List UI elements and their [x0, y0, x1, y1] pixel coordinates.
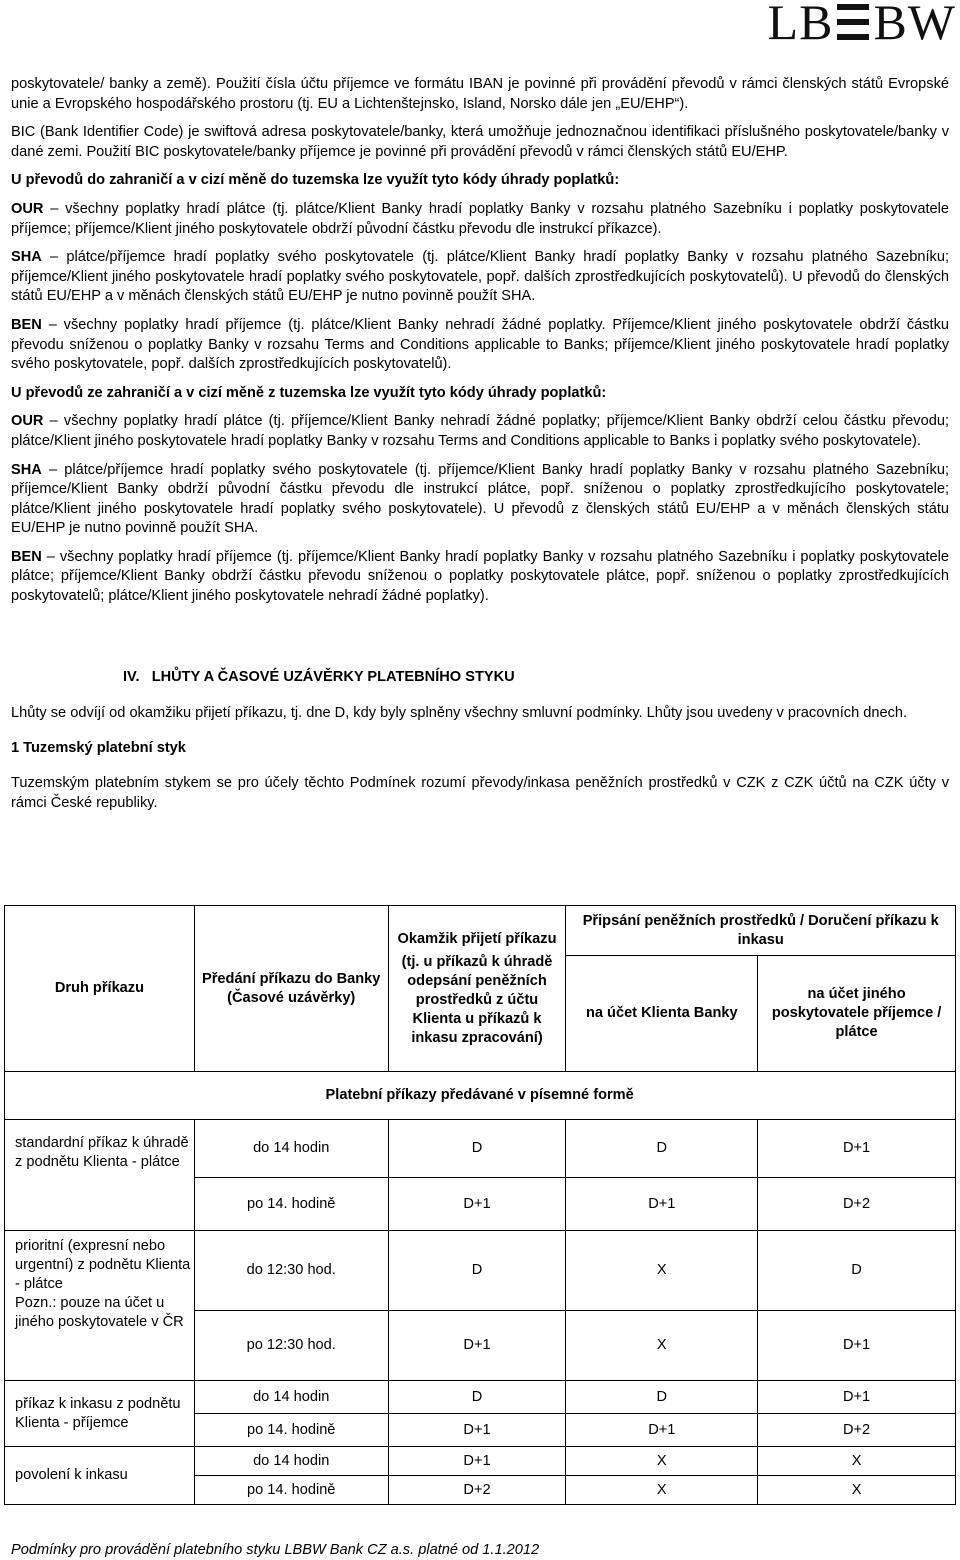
table-row: po 12:30 hod. D+1 X D+1	[5, 1311, 956, 1381]
order-standard: standardní příkaz k úhradě z podnětu Klienta - plátce	[5, 1120, 195, 1231]
fees-out-heading: U převodů ze zahraničí a v cizí měně z tuzemska lze využít tyto kódy úhrady poplatků:	[11, 384, 607, 401]
document-body	[11, 75, 949, 814]
header-acceptance: Okamžik přijetí příkazu (tj. u příkazů k úhradě odepsání peněžních prostředků z účtu Klienta u příkazů k inkasu zpracování)	[388, 906, 566, 1072]
bic-paragraph: BIC (Bank Identifier Code) je swiftová adresa poskytovatele/banky, která umožňuje jednoznačnou identifikaci příslušného poskytovatele/banky v dané zemi. Použití BIC poskytovatele/banky příjemce je povinné při provádění převodů v rámci členských států EU/EHP.	[11, 124, 949, 160]
table-row: standardní příkaz k úhradě z podnětu Klienta - plátce do 14 hodin D D D+1	[5, 1120, 956, 1178]
iban-paragraph: poskytovatele/ banky a země). Použití čísla účtu příjemce ve formátu IBAN je povinné při provádění převodů v rámci členských států Evropské unie a Evropského hospodářského prostoru (tj. EU a Lichtenštejnsko, Island, Norsko dále jen „EU/EHP“).	[11, 76, 949, 112]
sha-out-paragraph: SHA – plátce/příjemce hradí poplatky svého poskytovatele (tj. příjemce/Klient Banky hradí poplatky Banky v rozsahu platného Sazebníku; příjemce/Klient Banky obdrží původní částku převodu dle instrukcí plátce, popř. sníženou o poplatky zprostředkujícího poskytovatele; plátce/Klient jiného poskytovatele hradí poplatky svého poskytovatele). U převodů z členských států EU/EHP a v měnách členských státu EU/EHP je nutno povinně použít SHA.	[11, 461, 949, 537]
our-out-paragraph: OUR – všechny poplatky hradí plátce (tj. příjemce/Klient Banky nehradí žádné poplatky; příjemce/Klient Banky obdrží celou částku převodu; plátce/Klient jiného poskytovatele hradí poplatky Banky v rozsahu Terms and Conditions applicable to Banks i poplatky svého poskytovatele).	[11, 413, 949, 449]
deadlines-table	[4, 905, 956, 1505]
band-written-orders: Platební příkazy předávané v písemné formě	[194, 1072, 955, 1120]
order-collection-permit: povolení k inkasu	[5, 1447, 195, 1505]
header-credit: Připsání peněžních prostředků / Doručení příkazu k inkasu	[566, 906, 956, 956]
logo-bars	[837, 4, 869, 40]
lbbw-logo: LB BW	[767, 0, 956, 50]
subsection-title: 1 Tuzemský platební styk	[11, 739, 186, 756]
sha-in-paragraph: SHA – plátce/příjemce hradí poplatky svého poskytovatele (tj. plátce/Klient Banky hradí poplatky Banky v rozsahu platného Sazebníku; příjemce/Klient jiného poskytovatele hradí poplatky svého poskytovatele, popř. dalších zprostředkujících poskytovatelů). U převodů do členských států EU/EHP a v měnách členských států EU/EHP je nutno povinně použít SHA.	[11, 249, 949, 305]
header-order-type: Druh příkazu	[5, 906, 195, 1072]
table-row: prioritní (expresní nebo urgentní) z podnětu Klienta - plátce Pozn.: pouze na účet u jiného poskytovatele v ČR do 12:30 hod. D X D	[5, 1231, 956, 1311]
fees-in-heading: U převodů do zahraničí a v cizí měně do tuzemska lze využít tyto kódy úhrady poplatků:	[11, 172, 620, 189]
header-handover: Předání příkazu do Banky (Časové uzávěrky)	[194, 906, 388, 1072]
subsection-text: Tuzemským platebním stykem se pro účely těchto Podmínek rozumí převody/inkasa peněžních prostředků v CZK z CZK účtů na CZK účty v rámci České republiky.	[11, 775, 949, 812]
header-other-account: na účet jiného poskytovatele příjemce / plátce	[758, 956, 956, 1072]
our-in-paragraph: OUR – všechny poplatky hradí plátce (tj. plátce/Klient Banky hradí poplatky Banky v rozsahu platného Sazebníku i poplatky poskytovatele příjemce; příjemce/Klient jiného poskytovatele obdrží původní částku převodu dle instrukcí příkazce).	[11, 200, 949, 237]
ben-out-paragraph: BEN – všechny poplatky hradí příjemce (tj. příjemce/Klient Banky hradí poplatky Banky v rozsahu platného Sazebníku i poplatky poskytovatele plátce; příjemce/Klient Banky obdrží částku převodu sníženou o poplatky poskytovatele plátce, popř. sníženou o poplatky zprostředkujících poskytovatelů; plátce/Klient jiného poskytovatele nehradí žádné poplatky).	[11, 548, 949, 605]
table-row: příkaz k inkasu z podnětu Klienta - příjemce do 14 hodin D D D+1	[5, 1381, 956, 1414]
section-intro: Lhůty se odvíjí od okamžiku přijetí příkazu, tj. dne D, kdy byly splněny všechny smluvní podmínky. Lhůty jsou uvedeny v pracovních dnech.	[11, 705, 908, 722]
table-row: po 14. hodině D+1 D+1 D+2	[5, 1178, 956, 1231]
order-collection: příkaz k inkasu z podnětu Klienta - příjemce	[5, 1381, 195, 1447]
header-client-account: na účet Klienta Banky	[566, 956, 758, 1072]
table-row: po 14. hodině D+1 D+1 D+2	[5, 1414, 956, 1447]
page-footer: Podmínky pro provádění platebního styku LBBW Bank CZ a.s. platné od 1.1.2012	[11, 1542, 540, 1558]
table-row: povolení k inkasu do 14 hodin D+1 X X	[5, 1447, 956, 1476]
ben-in-paragraph: BEN – všechny poplatky hradí příjemce (tj. plátce/Klient Banky nehradí žádné poplatky. Příjemce/Klient jiného poskytovatele obdrží částku převodu sníženou o poplatky Banky v rozsahu Terms and Conditions applicable to Banks; příjemce/Klient jiného poskytovatele hradí poplatky svého poskytovatele, popř. dalších zprostředkujících poskytovatelů).	[11, 316, 949, 373]
table-row: po 14. hodině D+2 X X	[5, 1476, 956, 1505]
order-priority: prioritní (expresní nebo urgentní) z podnětu Klienta - plátce Pozn.: pouze na účet u jiného poskytovatele v ČR	[5, 1231, 195, 1381]
section-heading: IV. LHŮTY A ČASOVÉ UZÁVĚRKY PLATEBNÍHO STYKU	[123, 668, 515, 685]
